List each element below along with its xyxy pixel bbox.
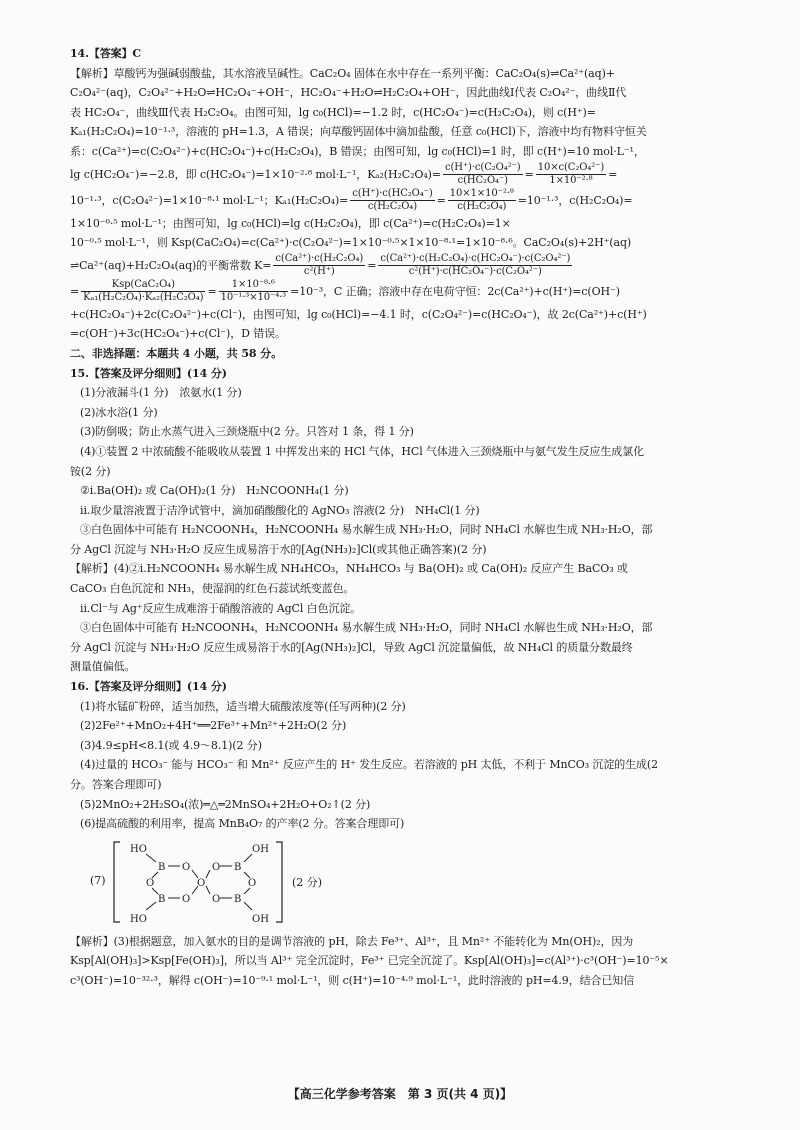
answer-page: [70, 44, 750, 991]
q15-line: 测量值偏低。: [70, 660, 136, 674]
right-bracket: [276, 842, 282, 922]
q15-line: ③白色固体中可能有 H₂NCOONH₄，H₂NCOONH₄ 易水解生成 NH₃·H₂O，同时 NH₄Cl 水解也生成 NH₃·H₂O，部: [80, 621, 653, 635]
atom-label: O: [212, 893, 221, 905]
atom-label: B: [158, 861, 166, 873]
q15-heading: 15.【答案及评分细则】(14 分): [70, 366, 227, 380]
q15-line: (2)冰水浴(1 分): [80, 405, 158, 419]
q16-analysis-line: Ksp[Al(OH)₃]>Ksp[Fe(OH)₃]，所以当 Al³⁺ 完全沉淀时，Fe³⁺ 已完全沉淀了。Ksp[Al(OH)₃]=c(Al³⁺)·c³(OH⁻)=10⁻⁵×: [70, 954, 669, 968]
q15-line: ⅱ.Cl⁻与 Ag⁺反应生成难溶于硝酸溶液的 AgCl 白色沉淀。: [80, 601, 362, 615]
q16-heading: 16.【答案及评分细则】(14 分): [70, 680, 227, 694]
ka2-equation: lg c(HC₂O₄⁻)=−2.8，即 c(HC₂O₄⁻)=1×10⁻²·⁸ mol·L⁻¹，Kₐ₂(H₂C₂O₄)= $\frac{\text{c(H⁺)·c(C₂O₄²⁻)}}{\text{c(HC₂O₄⁻)}}$ = $\frac{\text{10×c(C₂O₄²⁻)}}{\text{1×10⁻²·⁸}}$ =: [70, 162, 618, 187]
q16-line: (6)提高硫酸的利用率，提高 MnB₄O₇ 的产率(2 分。答案合理即可): [80, 817, 405, 831]
q7-score: (2 分): [292, 875, 323, 889]
atom-label: B: [158, 893, 166, 905]
q14-line: 10⁻⁰·⁵ mol·L⁻¹，则 Ksp(CaC₂O₄)=c(Ca²⁺)·c(C₂O₄²⁻)=1×10⁻⁰·⁵×1×10⁻⁸·¹=1×10⁻⁸·⁶。CaC₂O₄(s)+2H⁺(aq): [70, 236, 632, 250]
atom-label: HO: [130, 913, 147, 925]
q14-line: 1×10⁻⁰·⁵ mol·L⁻¹；由图可知，lg c₀(HCl)=lg c(H₂C₂O₄)，即 c(Ca²⁺)=c(H₂C₂O₄)=1×: [70, 216, 511, 230]
borate-structure-diagram: [110, 836, 285, 928]
atom-label: O: [197, 877, 206, 889]
q15-line: (4)①装置 2 中浓硫酸不能吸收从装置 1 中挥发出来的 HCl 气体，HCl 气体进入三颈烧瓶中与氨气发生反应生成氯化: [80, 444, 645, 458]
q14-line: C₂O₄²⁻(aq)，C₂O₄²⁻+H₂O⇌HC₂O₄⁻+OH⁻，HC₂O₄⁻+H₂O⇌H₂C₂O₄+OH⁻，因此曲线Ⅰ代表 C₂O₄²⁻，曲线Ⅱ代: [70, 86, 627, 100]
atom-label: B: [234, 893, 242, 905]
q15-line: 【解析】(4)②ⅰ.H₂NCOONH₄ 易水解生成 NH₄HCO₃，NH₄HCO₃ 与 Ba(OH)₂ 或 Ca(OH)₂ 反应产生 BaCO₃ 或: [70, 562, 628, 576]
q15-line: ②ⅰ.Ba(OH)₂ 或 Ca(OH)₂(1 分) H₂NCOONH₄(1 分): [80, 484, 349, 498]
q16-analysis-line: 【解析】(3)根据题意，加入氨水的目的是调节溶液的 pH，除去 Fe³⁺、Al³⁺，且 Mn²⁺ 不能转化为 Mn(OH)₂，因为: [70, 934, 634, 948]
q14-line: =c(OH⁻)+3c(HC₂O₄⁻)+c(Cl⁻)，D 错误。: [70, 327, 286, 341]
q15-line: CaCO₃ 白色沉淀和 NH₃，使湿润的红色石蕊试纸变蓝色。: [70, 582, 355, 596]
atom-label: OH: [252, 913, 269, 925]
atom-label: OH: [252, 843, 269, 855]
page-footer: 【高三化学参考答案 第 3 页(共 4 页)】: [287, 1087, 513, 1101]
q16-line: (4)过量的 HCO₃⁻ 能与 HCO₃⁻ 和 Mn²⁺ 反应产生的 H⁺ 发生反应。若溶液的 pH 太低，不利于 MnCO₃ 沉淀的生成(2: [80, 758, 659, 772]
q15-line: (3)防倒吸；防止水蒸气进入三颈烧瓶中(2 分。只答对 1 条，得 1 分): [80, 425, 414, 439]
q15-line: ⅱ.取少量溶液置于洁净试管中，滴加硝酸酸化的 AgNO₃ 溶液(2 分) NH₄Cl(1 分): [80, 503, 480, 517]
q16-line: (2)2Fe²⁺+MnO₂+4H⁺══2Fe³⁺+Mn²⁺+2H₂O(2 分): [80, 719, 347, 733]
q15-line: 分 AgCl 沉淀与 NH₃·H₂O 反应生成易溶于水的[Ag(NH₃)₂]Cl(或其他正确答案)(2 分): [70, 542, 487, 556]
q14-line: 表 HC₂O₄⁻，曲线Ⅲ代表 H₂C₂O₄。由图可知，lg c₀(HCl)=−1.2 时，c(HC₂O₄⁻)=c(H₂C₂O₄)，则 c(H⁺)=: [70, 105, 596, 119]
atom-label: O: [248, 877, 257, 889]
atom-label: O: [212, 861, 221, 873]
q14-line: +c(HC₂O₄⁻)+2c(C₂O₄²⁻)+c(Cl⁻)，由图可知，lg c₀(HCl)=−4.1 时，c(C₂O₄²⁻)=c(HC₂O₄⁻)，故 2c(Ca²⁺)+c(H⁺): [70, 307, 647, 321]
q16-line: (1)将水锰矿粉碎，适当加热，适当增大硫酸浓度等(任写两种)(2 分): [80, 699, 406, 713]
k2-equation: = $\frac{\text{Ksp(CaC₂O₄)}}{\text{Kₐ₁(H₂C₂O₄)·Kₐ₂(H₂C₂O₄)}}$ = $\frac{\text{1×10⁻⁸·⁶}}{\text{10⁻¹·³×10⁻⁴·³}}$ =10⁻³，C 正确；溶液中存在电荷守恒：2c(Ca²⁺)+c(H⁺)=c(OH⁻): [70, 279, 620, 304]
q14-heading: 14.【答案】C: [70, 47, 142, 60]
fraction: $\frac{\text{10×1×10⁻²·⁸}}{\text{c(H₂C₂O₄)}}$: [449, 188, 514, 213]
fraction: $\frac{\text{Ksp(CaC₂O₄)}}{\text{Kₐ₁(H₂C₂O₄)·Kₐ₂(H₂C₂O₄)}}$: [83, 279, 204, 304]
q16-structure-answer: [70, 836, 750, 928]
atom-label: O: [182, 893, 191, 905]
fraction: $\frac{\text{c(H⁺)·c(C₂O₄²⁻)}}{\text{c(HC₂O₄⁻)}}$: [444, 162, 521, 187]
fraction: $\frac{\text{1×10⁻⁸·⁶}}{\text{10⁻¹·³×10⁻⁴·³}}$: [220, 279, 287, 304]
atom-label: B: [234, 861, 242, 873]
q14-line: Kₐ₁(H₂C₂O₄)=10⁻¹·³，溶液的 pH=1.3，A 错误；向草酸钙固体中滴加盐酸，任意 c₀(HCl)下，溶液中均有物料守恒关: [70, 125, 647, 139]
q15-line: (1)分液漏斗(1 分) 浓氨水(1 分): [80, 386, 242, 400]
q14-line: 【解析】草酸钙为强碱弱酸盐，其水溶液呈碱性。CaC₂O₄ 固体在水中存在一系列平衡：CaC₂O₄(s)⇌Ca²⁺(aq)+: [70, 66, 615, 80]
fraction: $\frac{\text{c(Ca²⁺)·c(H₂C₂O₄)·c(HC₂O₄⁻)·c(C₂O₄²⁻)}}{\text{c²(H⁺)·c(HC₂O₄⁻)·c(C₂O₄²⁻)}}$: [380, 253, 571, 278]
ka1-equation: 10⁻¹·³，c(C₂O₄²⁻)=1×10⁻⁸·¹ mol·L⁻¹；Kₐ₁(H₂C₂O₄)= $\frac{\text{c(H⁺)·c(HC₂O₄⁻)}}{\text{c(H₂C₂O₄)}}$ = $\frac{\text{10×1×10⁻²·⁸}}{\text{c(H₂C₂O₄)}}$ =10⁻¹·³，c(H₂C₂O₄)=: [70, 188, 633, 213]
fraction: $\frac{\text{c(Ca²⁺)·c(H₂C₂O₄)}}{\text{c²(H⁺)}}$: [275, 253, 364, 278]
q14-line: 系：c(Ca²⁺)=c(C₂O₄²⁻)+c(HC₂O₄⁻)+c(H₂C₂O₄)，B 错误；由图可知，lg c₀(HCl)=1 时，即 c(H⁺)=10 mol·L⁻¹，: [70, 144, 645, 158]
q15-line: ③白色固体中可能有 H₂NCOONH₄，H₂NCOONH₄ 易水解生成 NH₃·H₂O，同时 NH₄Cl 水解也生成 NH₃·H₂O，部: [80, 523, 653, 537]
q16-line: 分。答案合理即可): [70, 778, 162, 791]
atom-label: HO: [130, 843, 147, 855]
atom-label: O: [182, 861, 191, 873]
fraction: $\frac{\text{c(H⁺)·c(HC₂O₄⁻)}}{\text{c(H₂C₂O₄)}}$: [352, 188, 433, 213]
q16-line: (3)4.9≤pH<8.1(或 4.9～8.1)(2 分): [80, 738, 262, 752]
q15-line: 分 AgCl 沉淀与 NH₃·H₂O 反应生成易溶于水的[Ag(NH₃)₂]Cl，导致 AgCl 沉淀量偏低，故 NH₄Cl 的质量分数最终: [70, 640, 633, 654]
left-bracket: [114, 842, 120, 922]
section-heading: 二、非选择题：本题共 4 小题，共 58 分。: [70, 346, 282, 360]
fraction: $\frac{\text{10×c(C₂O₄²⁻)}}{\text{1×10⁻²·⁸}}$: [537, 162, 605, 187]
q16-line: (5)2MnO₂+2H₂SO₄(浓)═△═2MnSO₄+2H₂O+O₂↑(2 分): [80, 797, 371, 811]
q7-label: (7): [90, 873, 106, 887]
q16-analysis-line: c³(OH⁻)=10⁻³²·³，解得 c(OH⁻)=10⁻⁹·¹ mol·L⁻¹，则 c(H⁺)=10⁻⁴·⁹ mol·L⁻¹，此时溶液的 pH=4.9，结合已知信: [70, 973, 635, 987]
atom-label: O: [146, 877, 155, 889]
k-equation: ⇌Ca²⁺(aq)+H₂C₂O₄(aq)的平衡常数 K= $\frac{\text{c(Ca²⁺)·c(H₂C₂O₄)}}{\text{c²(H⁺)}}$ = $\frac{\text{c(Ca²⁺)·c(H₂C₂O₄)·c(HC₂O₄⁻)·c(C₂O₄²⁻)}}{\text{c²(H⁺)·c(HC₂O₄⁻)·c(C₂O₄²⁻)}}$: [70, 253, 571, 278]
q15-line: 铵(2 分): [70, 464, 111, 478]
